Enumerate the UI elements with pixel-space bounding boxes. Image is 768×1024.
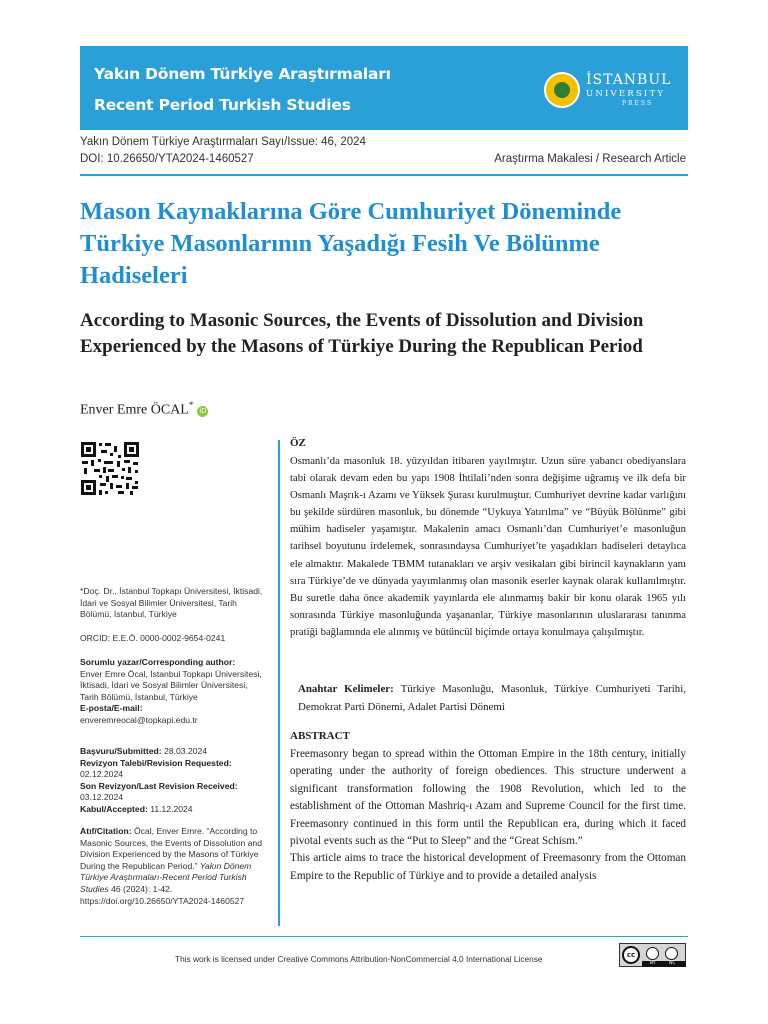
publisher-logo xyxy=(544,70,674,110)
nc-icon xyxy=(665,947,678,960)
header-divider xyxy=(80,174,688,176)
cc-badge-strip xyxy=(642,961,686,967)
article-type: Araştırma Makalesi / Research Article xyxy=(494,153,686,165)
citation-text: Öcal, Enver Emre. “According to Masonic Sources, the Events of Dissolution and Division Experienced by the Masons of Türkiye During the Republican Period.” xyxy=(80,826,262,871)
citation-tail[interactable]: 46 (2024): 1-42. https://doi.org/10.26650/YTA2024-1460527 xyxy=(80,883,245,906)
keywords-list: Türkiye Masonluğu, Masonluk, Türkiye Cumhuriyeti Tarihi, Demokrat Parti Dönemi, Adalet Partisi Dönemi xyxy=(298,683,686,713)
oz-heading: ÖZ xyxy=(290,437,306,449)
university-seal-icon xyxy=(544,72,580,108)
column-divider xyxy=(278,440,280,926)
accepted-label: Kabul/Accepted: xyxy=(80,803,148,814)
email-label: E-posta/E-mail: xyxy=(80,703,143,714)
author-name[interactable]: Enver Emre ÖCAL xyxy=(80,402,189,418)
abstract-paragraph-1: Freemasonry began to spread within the Ottoman Empire in the 18th century, initially operating under the authority of foreign obediences. This structure underwent a significant transformation following the 1908 Revolution, which led to the establishment of the Ottoman Mashriq-ı Azam and Supreme Council for the first time. Freemasonry continued in this form until the Republican era, during which it faced pivotal events such as the “Put to Sleep” and the “Great Schism.” xyxy=(290,748,686,848)
keywords-tr xyxy=(290,680,686,716)
footer-divider xyxy=(80,936,688,937)
nc-label: NC xyxy=(669,961,676,966)
accepted-date: 11.12.2024 xyxy=(150,803,193,814)
revision-requested-label: Revizyon Talebi/Revision Requested: xyxy=(80,757,232,768)
by-icon xyxy=(646,947,659,960)
journal-name-tr: Yakın Dönem Türkiye Araştırmaları xyxy=(94,65,391,83)
dates-block xyxy=(80,746,266,816)
author-line xyxy=(80,400,208,419)
doi-line[interactable]: DOI: 10.26650/YTA2024-1460527 xyxy=(80,153,254,165)
author-marker: * xyxy=(188,400,194,410)
abstract-body xyxy=(290,746,686,885)
citation-journal: Yakın Dönem Türkiye Araştırmaları-Recent Period Turkish Studies xyxy=(80,860,252,894)
issue-line: Yakın Dönem Türkiye Araştırmaları Sayı/Issue: 46, 2024 xyxy=(80,136,366,148)
submitted-label: Başvuru/Submitted: xyxy=(80,746,162,756)
cc-icon: cc xyxy=(622,946,640,964)
last-revision-date: 03.12.2024 xyxy=(80,792,124,803)
logo-line-3: PRESS xyxy=(622,100,654,107)
logo-line-2: UNIVERSITY xyxy=(586,89,666,99)
license-text: This work is licensed under Creative Commons Attribution-NonCommercial 4.0 International License xyxy=(175,954,543,964)
article-title-en: According to Masonic Sources, the Events of Dissolution and Division Experienced by the Masons of Türkiye During the Republican Period xyxy=(80,310,644,357)
qr-code-icon[interactable] xyxy=(80,441,140,496)
corresponding-author-block xyxy=(80,657,266,727)
logo-line-1: İSTANBUL xyxy=(586,72,672,88)
abstract-paragraph-2: This article aims to trace the historical development of Freemasonry from the Ottoman Empire to the Republic of Türkiye and to provide a detailed analysis xyxy=(290,852,686,882)
journal-header-banner xyxy=(80,46,688,130)
article-title-tr: Mason Kaynaklarına Göre Cumhuriyet Döneminde Türkiye Masonlarının Yaşadığı Fesih Ve Bölünme Hadiseleri xyxy=(80,198,622,289)
corr-label: Sorumlu yazar/Corresponding author: xyxy=(80,657,236,667)
citation-block xyxy=(80,826,266,907)
journal-name-en: Recent Period Turkish Studies xyxy=(94,96,351,114)
cc-license-badge-icon[interactable] xyxy=(619,943,686,967)
affiliation: *Doç. Dr., İstanbul Topkapı Üniversitesi, İktisadi, İdari ve Sosyal Bilimler Üniversitesi, Tarih Bölümü, İstanbul, Türkiye xyxy=(80,586,263,620)
email-link[interactable]: enveremreocal@topkapi.edu.tr xyxy=(80,714,198,725)
citation-label: Atıf/Citation: xyxy=(80,826,132,836)
keywords-label: Anahtar Kelimeler: xyxy=(298,683,394,695)
by-label: BY xyxy=(650,961,656,966)
last-revision-label: Son Revizyon/Last Revision Received: xyxy=(80,780,238,791)
oz-paragraph: Osmanlı’da masonluk 18. yüzyıldan itibaren yayılmıştır. Uzun süre yabancı obediyanslara tabi olarak devam eden bu yapı 1908 İhtilali’nden sonra değişime uğramış ve ilk defa bir Osmanlı Maşrık-ı Azamı ve Yüksek Şurası kurulmuştur. Cumhuriyet devrine kadar varlığını bu şekilde sürdüren masonluk, bu dönemde “Uykuya Yatırılma” ve “Büyük Bölünme” gibi mühim hadiseler yaşamıştır. Makalenin amacı Osmanlı’dan Cumhuriyet’e masonluğun tarihsel boyutunu irdelemek, sonrasındaysa Cumhuriyet’te yaşadıkları hadiseleri detaylıca ele almaktır. Makalede TBMM tutanakları ve arşiv vesikaları gibi birincil kaynakların yanı sıra Türkiye’de ve dünyada yayımlanmış olan masonik eserler kaynak olarak kullanılmıştır. Bu suretle daha önce akademik yayınlarda ele alınmamış bakir bir konu olarak 1965 yılı sonrasında Türkiye masonluğunda yaşananlar, Türkiye masonlarının uluslararası tanınma pratiği bağlamında ele alınmış ve bütüncül biçimde ortaya konulmaya çalışılmıştır. xyxy=(290,455,686,638)
revision-requested-date: 02.12.2024 xyxy=(80,769,124,780)
corr-text: Enver Emre Öcal, İstanbul Topkapı Üniversitesi, İktisadi, İdari ve Sosyal Bilimler Üniversitesi, Tarih Bölümü, İstanbul, Türkiye xyxy=(80,668,262,702)
abstract-heading: ABSTRACT xyxy=(290,730,350,742)
orcid-icon[interactable]: iD xyxy=(199,406,207,415)
orcid-line[interactable]: ORCID: E.E.Ö. 0000-0002-9654-0241 xyxy=(80,633,226,643)
submitted-date: 28.03.2024 xyxy=(164,746,208,756)
